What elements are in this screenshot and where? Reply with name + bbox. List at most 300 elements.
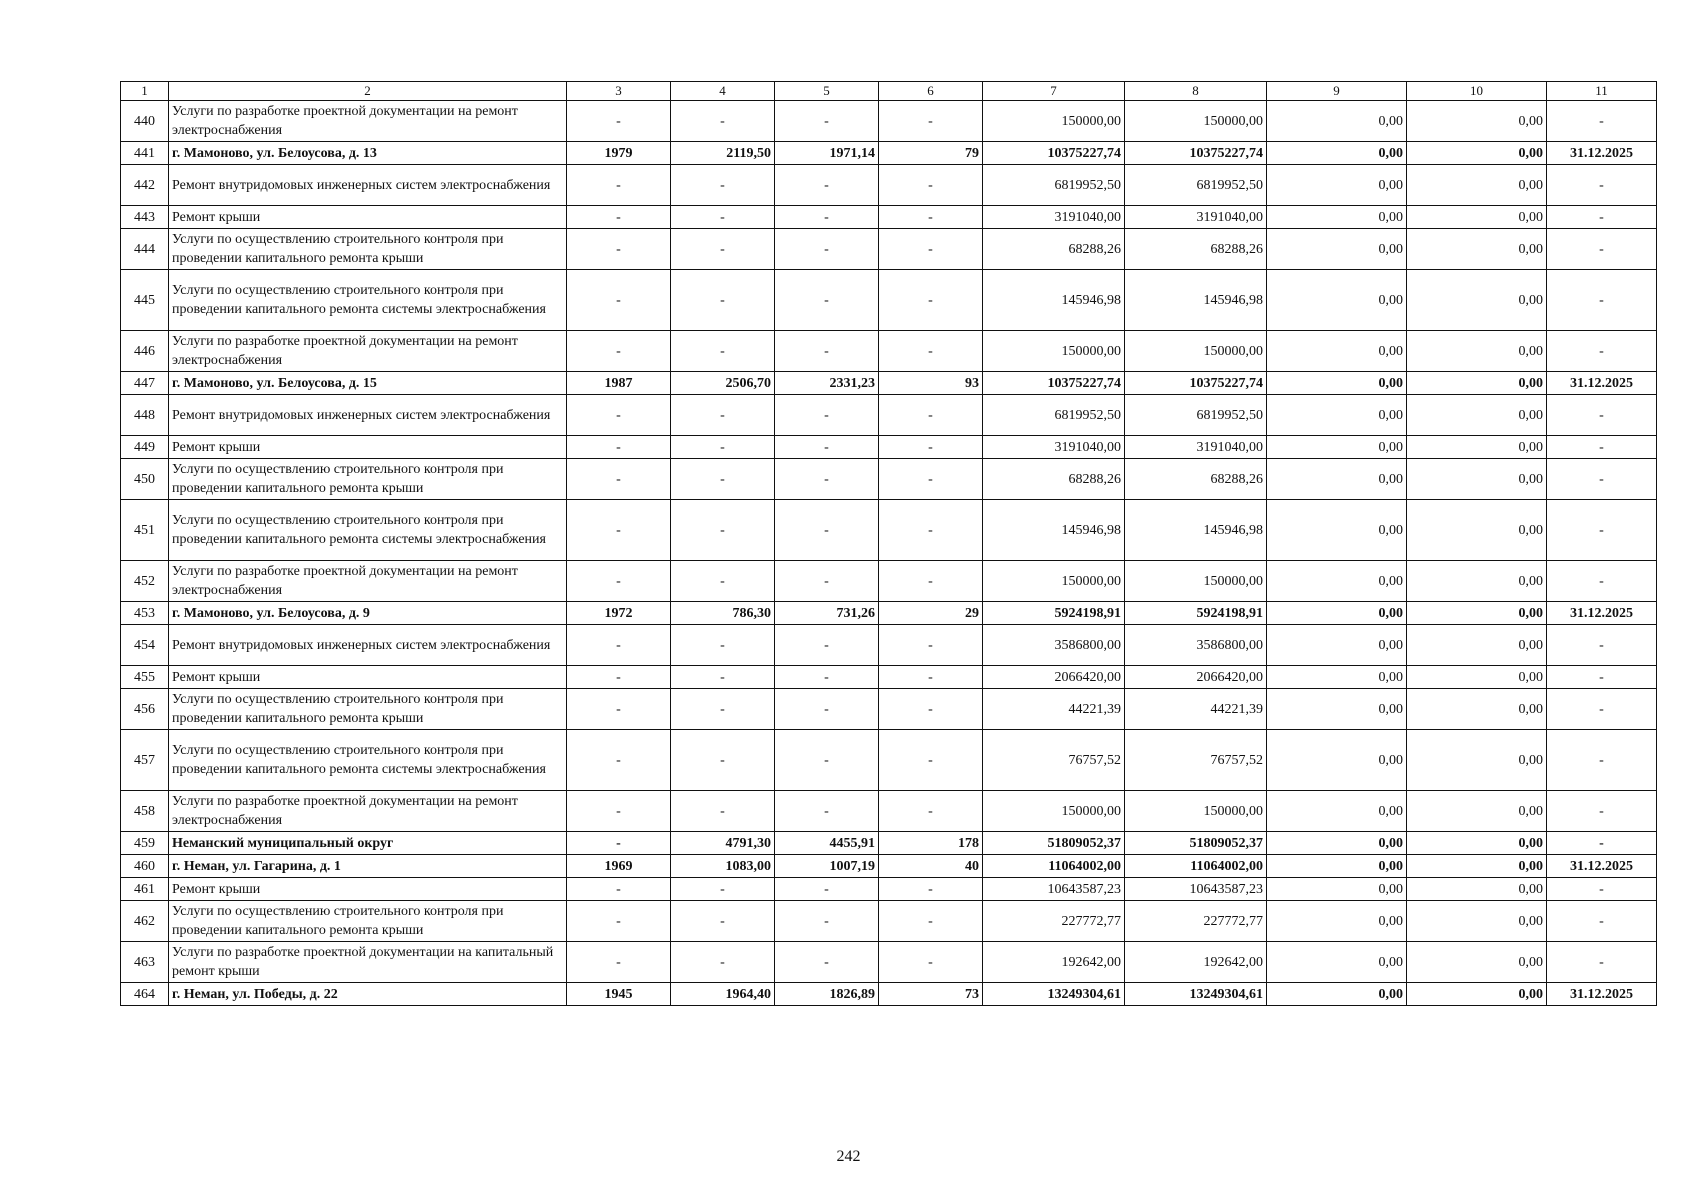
col-6-cell: 40 (879, 855, 983, 878)
col-8-cell: 227772,77 (1125, 901, 1267, 942)
col-5-cell: - (775, 878, 879, 901)
col-8-cell: 192642,00 (1125, 942, 1267, 983)
table-row (121, 983, 1657, 1006)
col-9-cell: 0,00 (1267, 602, 1407, 625)
col-5-cell: - (775, 331, 879, 372)
year-cell: - (567, 500, 671, 561)
col-7-cell: 13249304,61 (983, 983, 1125, 1006)
year-cell: - (567, 206, 671, 229)
col-8-cell: 3586800,00 (1125, 625, 1267, 666)
row-number-cell: 441 (121, 142, 169, 165)
year-cell: - (567, 730, 671, 791)
col-7-cell: 6819952,50 (983, 395, 1125, 436)
col-9-cell: 0,00 (1267, 942, 1407, 983)
table-row (121, 730, 1657, 791)
year-cell: 1979 (567, 142, 671, 165)
col-8-cell: 3191040,00 (1125, 436, 1267, 459)
col-4-cell: - (671, 229, 775, 270)
item-name-cell: Ремонт внутридомовых инженерных систем электроснабжения (169, 165, 567, 206)
col-5-cell: 4455,91 (775, 832, 879, 855)
table-row (121, 832, 1657, 855)
item-name-cell: Ремонт крыши (169, 206, 567, 229)
item-name-cell: Ремонт крыши (169, 666, 567, 689)
year-cell: - (567, 625, 671, 666)
col-6-cell: - (879, 206, 983, 229)
col-8-cell: 68288,26 (1125, 459, 1267, 500)
year-cell: - (567, 689, 671, 730)
col-7-cell: 44221,39 (983, 689, 1125, 730)
item-name-cell: Услуги по осуществлению строительного контроля при проведении капитального ремонта крыши (169, 901, 567, 942)
col-5-cell: - (775, 436, 879, 459)
col-10-cell: 0,00 (1407, 666, 1547, 689)
col-8-cell: 6819952,50 (1125, 395, 1267, 436)
date-cell: - (1547, 625, 1657, 666)
col-7-cell: 3586800,00 (983, 625, 1125, 666)
col-4-cell: 786,30 (671, 602, 775, 625)
col-10-cell: 0,00 (1407, 372, 1547, 395)
row-number-cell: 454 (121, 625, 169, 666)
col-6-cell: - (879, 459, 983, 500)
col-6-cell: - (879, 101, 983, 142)
date-cell: 31.12.2025 (1547, 142, 1657, 165)
date-cell: - (1547, 561, 1657, 602)
col-7-cell: 6819952,50 (983, 165, 1125, 206)
row-number-cell: 445 (121, 270, 169, 331)
item-name-cell: Услуги по разработке проектной документации на ремонт электроснабжения (169, 331, 567, 372)
col-9-cell: 0,00 (1267, 689, 1407, 730)
col-5-cell: 1971,14 (775, 142, 879, 165)
row-number-cell: 463 (121, 942, 169, 983)
year-cell: - (567, 791, 671, 832)
row-number-cell: 450 (121, 459, 169, 500)
col-8-cell: 150000,00 (1125, 791, 1267, 832)
col-9-cell: 0,00 (1267, 101, 1407, 142)
row-number-cell: 451 (121, 500, 169, 561)
col-9-cell: 0,00 (1267, 983, 1407, 1006)
col-9-cell: 0,00 (1267, 270, 1407, 331)
col-9-cell: 0,00 (1267, 206, 1407, 229)
item-name-cell: Ремонт крыши (169, 878, 567, 901)
item-name-cell: Услуги по разработке проектной документации на ремонт электроснабжения (169, 791, 567, 832)
year-cell: - (567, 165, 671, 206)
col-5-cell: - (775, 500, 879, 561)
col-7-cell: 192642,00 (983, 942, 1125, 983)
col-10-cell: 0,00 (1407, 878, 1547, 901)
col-5-cell: - (775, 791, 879, 832)
col-9-cell: 0,00 (1267, 372, 1407, 395)
col-4-cell: 2506,70 (671, 372, 775, 395)
col-10-cell: 0,00 (1407, 832, 1547, 855)
col-4-cell: - (671, 395, 775, 436)
date-cell: - (1547, 436, 1657, 459)
col-8-cell: 2066420,00 (1125, 666, 1267, 689)
col-header-4: 4 (671, 82, 775, 101)
year-cell: - (567, 270, 671, 331)
col-8-cell: 150000,00 (1125, 101, 1267, 142)
col-7-cell: 5924198,91 (983, 602, 1125, 625)
col-8-cell: 11064002,00 (1125, 855, 1267, 878)
col-6-cell: 93 (879, 372, 983, 395)
year-cell: - (567, 436, 671, 459)
col-7-cell: 150000,00 (983, 101, 1125, 142)
col-9-cell: 0,00 (1267, 165, 1407, 206)
col-10-cell: 0,00 (1407, 500, 1547, 561)
col-4-cell: - (671, 206, 775, 229)
col-7-cell: 3191040,00 (983, 206, 1125, 229)
col-10-cell: 0,00 (1407, 791, 1547, 832)
col-6-cell: - (879, 901, 983, 942)
table-row (121, 270, 1657, 331)
year-cell: - (567, 331, 671, 372)
col-9-cell: 0,00 (1267, 901, 1407, 942)
year-cell: - (567, 666, 671, 689)
item-name-cell: Услуги по осуществлению строительного контроля при проведении капитального ремонта системы электроснабжения (169, 730, 567, 791)
date-cell: - (1547, 878, 1657, 901)
col-10-cell: 0,00 (1407, 229, 1547, 270)
table-row (121, 602, 1657, 625)
year-cell: 1972 (567, 602, 671, 625)
row-number-cell: 448 (121, 395, 169, 436)
table-row (121, 855, 1657, 878)
col-10-cell: 0,00 (1407, 561, 1547, 602)
row-number-cell: 462 (121, 901, 169, 942)
date-cell: - (1547, 395, 1657, 436)
col-4-cell: - (671, 270, 775, 331)
date-cell: - (1547, 666, 1657, 689)
col-4-cell: - (671, 500, 775, 561)
date-cell: - (1547, 832, 1657, 855)
col-6-cell: - (879, 730, 983, 791)
col-6-cell: - (879, 878, 983, 901)
date-cell: - (1547, 459, 1657, 500)
col-5-cell: - (775, 561, 879, 602)
col-4-cell: - (671, 791, 775, 832)
table-row (121, 625, 1657, 666)
col-8-cell: 51809052,37 (1125, 832, 1267, 855)
year-cell: - (567, 832, 671, 855)
date-cell: - (1547, 270, 1657, 331)
item-name-cell: Ремонт внутридомовых инженерных систем электроснабжения (169, 395, 567, 436)
col-4-cell: - (671, 165, 775, 206)
col-6-cell: - (879, 942, 983, 983)
col-10-cell: 0,00 (1407, 901, 1547, 942)
date-cell: - (1547, 901, 1657, 942)
col-8-cell: 10643587,23 (1125, 878, 1267, 901)
col-6-cell: - (879, 395, 983, 436)
col-header-11: 11 (1547, 82, 1657, 101)
col-9-cell: 0,00 (1267, 229, 1407, 270)
item-name-cell: Услуги по осуществлению строительного контроля при проведении капитального ремонта крыши (169, 459, 567, 500)
col-5-cell: - (775, 229, 879, 270)
col-10-cell: 0,00 (1407, 142, 1547, 165)
col-8-cell: 150000,00 (1125, 331, 1267, 372)
item-name-cell: Услуги по разработке проектной документации на ремонт электроснабжения (169, 101, 567, 142)
col-7-cell: 145946,98 (983, 270, 1125, 331)
col-6-cell: - (879, 561, 983, 602)
row-number-cell: 456 (121, 689, 169, 730)
year-cell: 1969 (567, 855, 671, 878)
col-4-cell: - (671, 942, 775, 983)
col-4-cell: - (671, 561, 775, 602)
col-7-cell: 150000,00 (983, 331, 1125, 372)
col-header-1: 1 (121, 82, 169, 101)
table-row (121, 500, 1657, 561)
date-cell: - (1547, 331, 1657, 372)
col-4-cell: - (671, 878, 775, 901)
table-row (121, 901, 1657, 942)
col-5-cell: - (775, 270, 879, 331)
col-9-cell: 0,00 (1267, 561, 1407, 602)
table-row (121, 372, 1657, 395)
col-10-cell: 0,00 (1407, 206, 1547, 229)
row-number-cell: 455 (121, 666, 169, 689)
item-name-cell: Услуги по разработке проектной документации на ремонт электроснабжения (169, 561, 567, 602)
col-5-cell: - (775, 942, 879, 983)
col-header-10: 10 (1407, 82, 1547, 101)
col-4-cell: 1083,00 (671, 855, 775, 878)
table-body (121, 82, 1657, 1006)
col-4-cell: - (671, 625, 775, 666)
col-9-cell: 0,00 (1267, 436, 1407, 459)
col-9-cell: 0,00 (1267, 459, 1407, 500)
col-9-cell: 0,00 (1267, 331, 1407, 372)
col-5-cell: - (775, 459, 879, 500)
col-9-cell: 0,00 (1267, 500, 1407, 561)
col-9-cell: 0,00 (1267, 855, 1407, 878)
row-number-cell: 459 (121, 832, 169, 855)
repair-register-table (120, 81, 1657, 1006)
item-name-cell: Ремонт внутридомовых инженерных систем электроснабжения (169, 625, 567, 666)
col-10-cell: 0,00 (1407, 165, 1547, 206)
col-4-cell: 4791,30 (671, 832, 775, 855)
col-6-cell: - (879, 791, 983, 832)
col-8-cell: 68288,26 (1125, 229, 1267, 270)
row-number-cell: 443 (121, 206, 169, 229)
table-row (121, 459, 1657, 500)
col-5-cell: - (775, 206, 879, 229)
col-header-5: 5 (775, 82, 879, 101)
row-number-cell: 452 (121, 561, 169, 602)
col-6-cell: - (879, 625, 983, 666)
date-cell: - (1547, 942, 1657, 983)
col-10-cell: 0,00 (1407, 395, 1547, 436)
col-7-cell: 11064002,00 (983, 855, 1125, 878)
row-number-cell: 453 (121, 602, 169, 625)
col-4-cell: - (671, 101, 775, 142)
col-9-cell: 0,00 (1267, 142, 1407, 165)
date-cell: - (1547, 500, 1657, 561)
col-5-cell: 1826,89 (775, 983, 879, 1006)
date-cell: 31.12.2025 (1547, 983, 1657, 1006)
date-cell: 31.12.2025 (1547, 372, 1657, 395)
item-name-cell: г. Мамоново, ул. Белоусова, д. 13 (169, 142, 567, 165)
table-row (121, 878, 1657, 901)
col-5-cell: 2331,23 (775, 372, 879, 395)
col-6-cell: - (879, 229, 983, 270)
date-cell: - (1547, 206, 1657, 229)
date-cell: - (1547, 791, 1657, 832)
item-name-cell: Услуги по осуществлению строительного контроля при проведении капитального ремонта крыши (169, 229, 567, 270)
col-header-8: 8 (1125, 82, 1267, 101)
row-number-cell: 464 (121, 983, 169, 1006)
col-4-cell: - (671, 436, 775, 459)
date-cell: - (1547, 730, 1657, 791)
col-5-cell: - (775, 165, 879, 206)
col-5-cell: 731,26 (775, 602, 879, 625)
col-6-cell: - (879, 689, 983, 730)
item-name-cell: Услуги по осуществлению строительного контроля при проведении капитального ремонта крыши (169, 689, 567, 730)
col-9-cell: 0,00 (1267, 395, 1407, 436)
date-cell: - (1547, 689, 1657, 730)
col-4-cell: - (671, 666, 775, 689)
row-number-cell: 442 (121, 165, 169, 206)
year-cell: - (567, 229, 671, 270)
col-5-cell: - (775, 395, 879, 436)
col-7-cell: 51809052,37 (983, 832, 1125, 855)
col-6-cell: - (879, 436, 983, 459)
col-8-cell: 10375227,74 (1125, 372, 1267, 395)
col-6-cell: 178 (879, 832, 983, 855)
col-8-cell: 76757,52 (1125, 730, 1267, 791)
col-7-cell: 10375227,74 (983, 372, 1125, 395)
col-4-cell: - (671, 901, 775, 942)
col-7-cell: 10375227,74 (983, 142, 1125, 165)
col-9-cell: 0,00 (1267, 625, 1407, 666)
col-8-cell: 145946,98 (1125, 500, 1267, 561)
row-number-cell: 440 (121, 101, 169, 142)
col-9-cell: 0,00 (1267, 791, 1407, 832)
item-name-cell: Услуги по осуществлению строительного контроля при проведении капитального ремонта системы электроснабжения (169, 500, 567, 561)
col-7-cell: 3191040,00 (983, 436, 1125, 459)
item-name-cell: г. Мамоново, ул. Белоусова, д. 15 (169, 372, 567, 395)
col-6-cell: - (879, 500, 983, 561)
year-cell: - (567, 901, 671, 942)
year-cell: 1945 (567, 983, 671, 1006)
col-7-cell: 150000,00 (983, 791, 1125, 832)
row-number-cell: 461 (121, 878, 169, 901)
table-row (121, 206, 1657, 229)
table-row (121, 689, 1657, 730)
col-4-cell: 1964,40 (671, 983, 775, 1006)
table-row (121, 395, 1657, 436)
col-4-cell: 2119,50 (671, 142, 775, 165)
col-10-cell: 0,00 (1407, 689, 1547, 730)
item-name-cell: Услуги по разработке проектной документации на капитальный ремонт крыши (169, 942, 567, 983)
col-10-cell: 0,00 (1407, 942, 1547, 983)
col-8-cell: 150000,00 (1125, 561, 1267, 602)
col-10-cell: 0,00 (1407, 625, 1547, 666)
col-5-cell: - (775, 901, 879, 942)
col-10-cell: 0,00 (1407, 436, 1547, 459)
col-6-cell: 79 (879, 142, 983, 165)
table-row (121, 142, 1657, 165)
col-header-2: 2 (169, 82, 567, 101)
item-name-cell: Неманский муниципальный округ (169, 832, 567, 855)
col-4-cell: - (671, 459, 775, 500)
table-row (121, 666, 1657, 689)
table-row (121, 229, 1657, 270)
item-name-cell: г. Мамоново, ул. Белоусова, д. 9 (169, 602, 567, 625)
col-10-cell: 0,00 (1407, 270, 1547, 331)
col-8-cell: 145946,98 (1125, 270, 1267, 331)
table-row (121, 942, 1657, 983)
year-cell: 1987 (567, 372, 671, 395)
col-6-cell: 73 (879, 983, 983, 1006)
year-cell: - (567, 942, 671, 983)
col-header-7: 7 (983, 82, 1125, 101)
col-10-cell: 0,00 (1407, 730, 1547, 791)
table-row (121, 101, 1657, 142)
col-header-3: 3 (567, 82, 671, 101)
item-name-cell: г. Неман, ул. Гагарина, д. 1 (169, 855, 567, 878)
date-cell: 31.12.2025 (1547, 855, 1657, 878)
col-7-cell: 76757,52 (983, 730, 1125, 791)
col-10-cell: 0,00 (1407, 459, 1547, 500)
row-number-cell: 460 (121, 855, 169, 878)
year-cell: - (567, 878, 671, 901)
row-number-cell: 458 (121, 791, 169, 832)
year-cell: - (567, 459, 671, 500)
col-8-cell: 13249304,61 (1125, 983, 1267, 1006)
col-10-cell: 0,00 (1407, 983, 1547, 1006)
col-9-cell: 0,00 (1267, 832, 1407, 855)
page-number: 242 (836, 1148, 861, 1165)
col-4-cell: - (671, 730, 775, 791)
col-4-cell: - (671, 331, 775, 372)
date-cell: - (1547, 165, 1657, 206)
date-cell: - (1547, 229, 1657, 270)
col-7-cell: 2066420,00 (983, 666, 1125, 689)
col-9-cell: 0,00 (1267, 666, 1407, 689)
col-10-cell: 0,00 (1407, 855, 1547, 878)
table-row (121, 791, 1657, 832)
date-cell: 31.12.2025 (1547, 602, 1657, 625)
col-6-cell: - (879, 165, 983, 206)
col-5-cell: - (775, 730, 879, 791)
col-6-cell: 29 (879, 602, 983, 625)
col-10-cell: 0,00 (1407, 331, 1547, 372)
col-9-cell: 0,00 (1267, 730, 1407, 791)
row-number-cell: 447 (121, 372, 169, 395)
table-row (121, 561, 1657, 602)
column-number-header-row (121, 82, 1657, 101)
col-5-cell: - (775, 689, 879, 730)
col-7-cell: 145946,98 (983, 500, 1125, 561)
col-8-cell: 3191040,00 (1125, 206, 1267, 229)
row-number-cell: 446 (121, 331, 169, 372)
date-cell: - (1547, 101, 1657, 142)
col-5-cell: 1007,19 (775, 855, 879, 878)
item-name-cell: Услуги по осуществлению строительного контроля при проведении капитального ремонта системы электроснабжения (169, 270, 567, 331)
table-row (121, 436, 1657, 459)
item-name-cell: г. Неман, ул. Победы, д. 22 (169, 983, 567, 1006)
col-7-cell: 68288,26 (983, 229, 1125, 270)
col-header-9: 9 (1267, 82, 1407, 101)
col-7-cell: 227772,77 (983, 901, 1125, 942)
col-6-cell: - (879, 666, 983, 689)
col-5-cell: - (775, 101, 879, 142)
col-8-cell: 44221,39 (1125, 689, 1267, 730)
row-number-cell: 449 (121, 436, 169, 459)
col-7-cell: 68288,26 (983, 459, 1125, 500)
col-8-cell: 6819952,50 (1125, 165, 1267, 206)
row-number-cell: 457 (121, 730, 169, 791)
year-cell: - (567, 101, 671, 142)
col-7-cell: 10643587,23 (983, 878, 1125, 901)
col-5-cell: - (775, 666, 879, 689)
col-10-cell: 0,00 (1407, 602, 1547, 625)
year-cell: - (567, 561, 671, 602)
